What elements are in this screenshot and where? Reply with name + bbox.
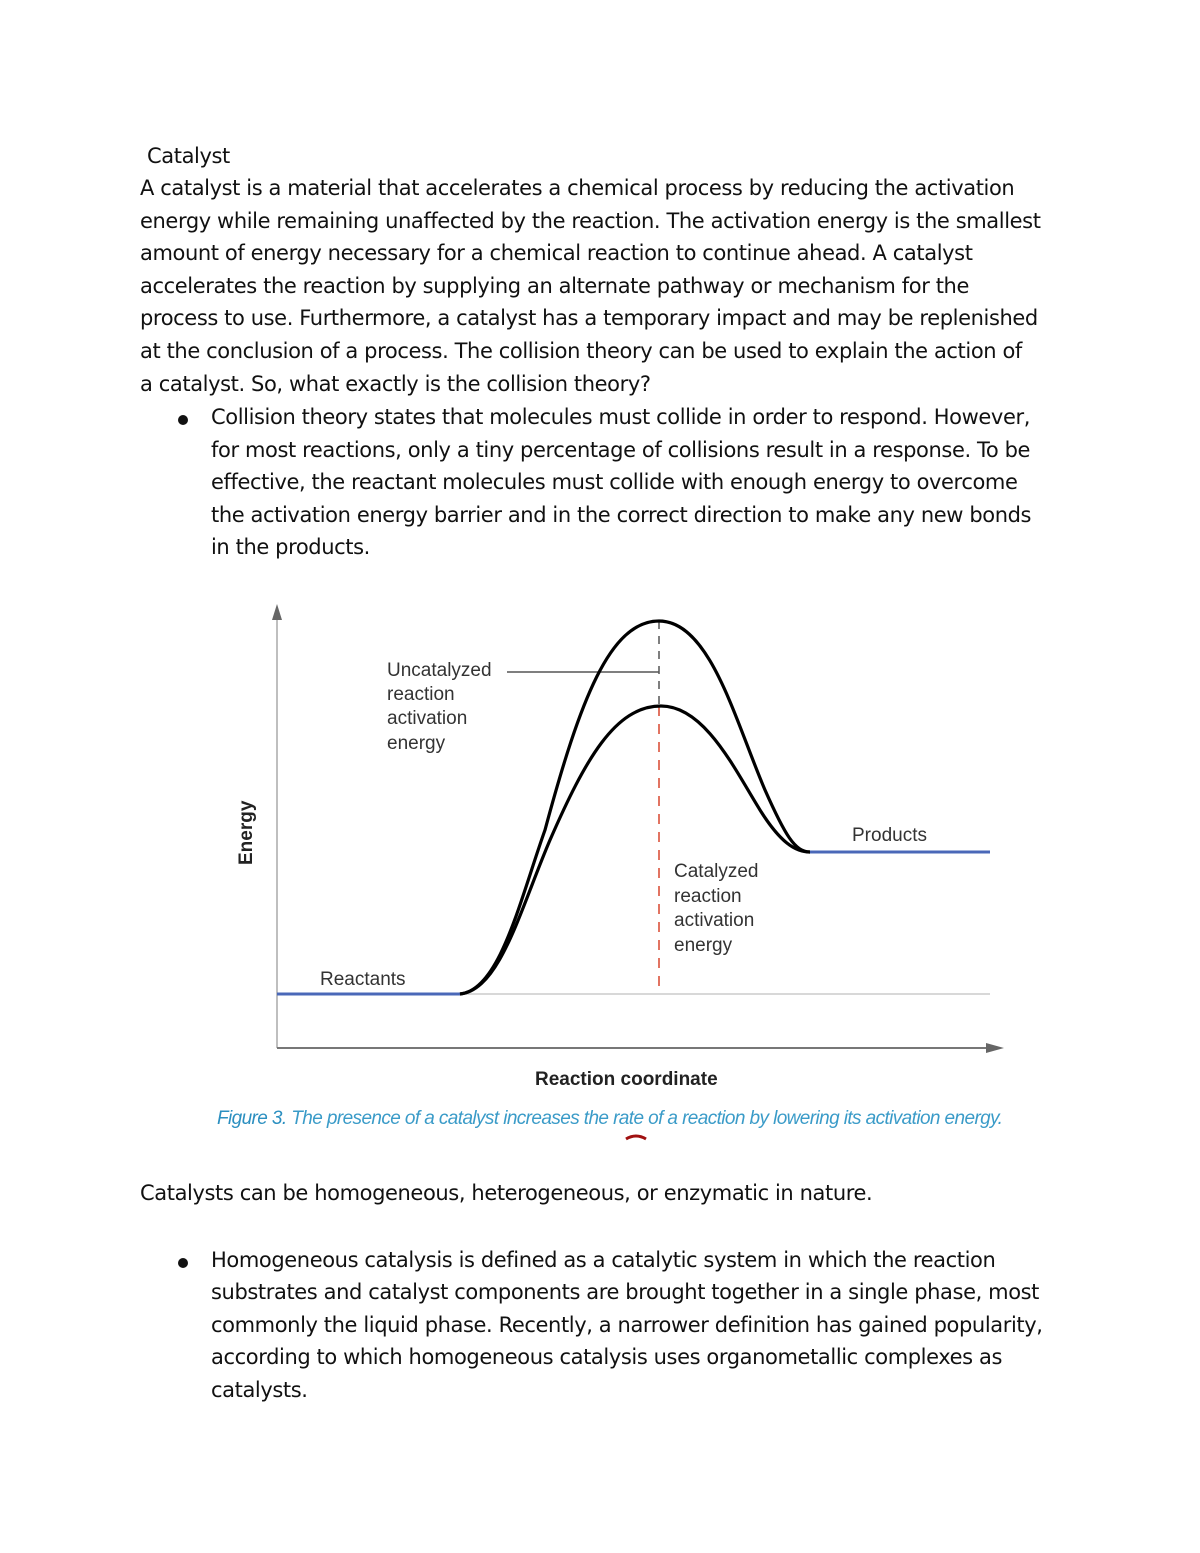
red-mark xyxy=(626,1136,646,1139)
text-line: catalysts. xyxy=(211,1378,308,1402)
x-axis-arrow-icon xyxy=(986,1043,1004,1053)
text-line: Collision theory states that molecules must collide in order to respond. However, xyxy=(211,405,1030,429)
text-line: A catalyst is a material that accelerates a chemical process by reducing the activation xyxy=(140,176,1015,200)
text-line: at the conclusion of a process. The collision theory can be used to explain the action of xyxy=(140,339,1022,363)
text-line: accelerates the reaction by supplying an alternate pathway or mechanism for the xyxy=(140,274,969,298)
text-line: in the products. xyxy=(211,535,370,559)
text-line: process to use. Furthermore, a catalyst has a temporary impact and may be replenished xyxy=(140,306,1038,330)
catalyst-types-sentence: Catalysts can be homogeneous, heterogeneous, or enzymatic in nature. xyxy=(140,1181,873,1205)
text-line: commonly the liquid phase. Recently, a narrower definition has gained popularity, xyxy=(211,1313,1043,1337)
text-line: amount of energy necessary for a chemical reaction to continue ahead. A catalyst xyxy=(140,241,973,265)
text-line: substrates and catalyst components are brought together in a single phase, most xyxy=(211,1280,1040,1304)
text-line: for most reactions, only a tiny percentage of collisions result in a response. To be xyxy=(211,438,1031,462)
products-label: Products xyxy=(852,825,927,846)
catalyzed-curve xyxy=(460,706,810,994)
bullet-icon xyxy=(178,1258,188,1268)
text-line: according to which homogeneous catalysis uses organometallic complexes as xyxy=(211,1345,1003,1369)
text-line: the activation energy barrier and in the correct direction to make any new bonds xyxy=(211,503,1032,527)
text-line: effective, the reactant molecules must collide with enough energy to overcome xyxy=(211,470,1018,494)
text-line: a catalyst. So, what exactly is the collision theory? xyxy=(140,372,651,396)
uncatalyzed-label: Uncatalyzed reaction activation energy xyxy=(387,660,492,754)
caption-text: The presence of a catalyst increases the rate of a reaction by lowering its activation energy. xyxy=(286,1108,1003,1129)
y-axis-arrow-icon xyxy=(272,604,282,620)
text-line: energy while remaining unaffected by the reaction. The activation energy is the smallest xyxy=(140,209,1041,233)
doc-title: Catalyst xyxy=(147,144,230,168)
caption-label: Figure 3. xyxy=(217,1108,287,1129)
figure-caption xyxy=(217,1108,1002,1130)
y-axis-label: Energy xyxy=(236,800,257,865)
x-axis-label: Reaction coordinate xyxy=(535,1069,718,1090)
text-line: Homogeneous catalysis is defined as a catalytic system in which the reaction xyxy=(211,1248,996,1272)
catalyzed-label: Catalyzed reaction activation energy xyxy=(674,861,759,956)
reactants-label: Reactants xyxy=(320,969,406,990)
